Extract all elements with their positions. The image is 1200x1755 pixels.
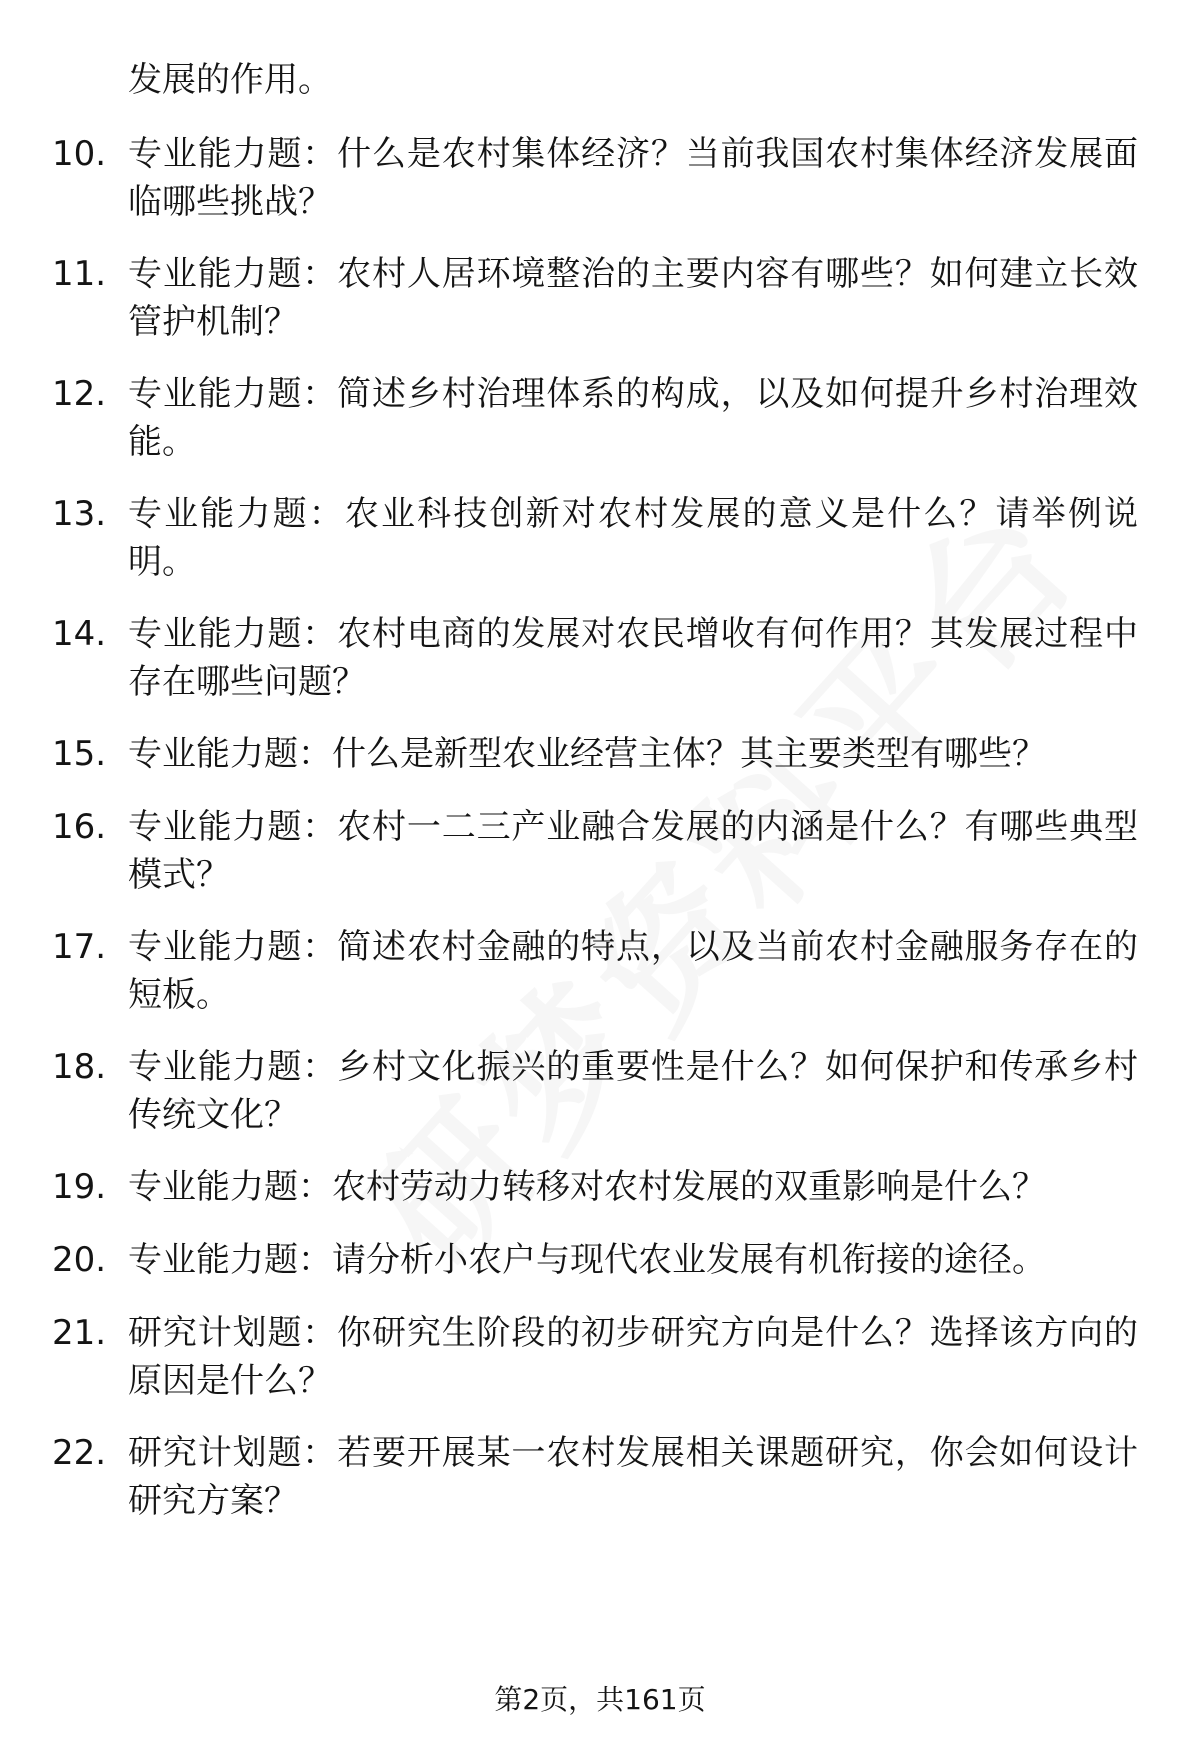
item-text: 专业能力题：请分析小农户与现代农业发展有机衔接的途径。 [128, 1240, 1046, 1280]
page-number: 第2页，共161页 [494, 1683, 706, 1716]
item-text: 专业能力题：什么是新型农业经营主体？其主要类型有哪些？ [128, 734, 1046, 774]
item-number: 11. [52, 254, 107, 294]
item-number: 21. [52, 1313, 107, 1353]
item-number: 13. [52, 494, 107, 534]
item-number: 22. [52, 1433, 107, 1473]
item-number: 10. [52, 134, 107, 174]
item-text: 专业能力题：简述乡村治理体系的构成，以及如何提升乡村治理效能。 [128, 374, 1138, 462]
item-number: 17. [52, 927, 107, 967]
item-number: 16. [52, 807, 107, 847]
item-text: 专业能力题：农村人居环境整治的主要内容有哪些？如何建立长效管护机制？ [128, 254, 1138, 342]
item-text: 专业能力题：农村劳动力转移对农村发展的双重影响是什么？ [128, 1167, 1046, 1207]
item-number: 14. [52, 614, 107, 654]
item-number: 20. [52, 1240, 107, 1280]
item-text: 专业能力题：简述农村金融的特点，以及当前农村金融服务存在的短板。 [128, 927, 1138, 1015]
item-number: 19. [52, 1167, 107, 1207]
item-text: 专业能力题：农村电商的发展对农民增收有何作用？其发展过程中存在哪些问题？ [128, 614, 1138, 702]
item-text: 专业能力题：农业科技创新对农村发展的意义是什么？请举例说明。 [128, 494, 1138, 582]
item-number: 18. [52, 1047, 107, 1087]
item-text: 研究计划题：你研究生阶段的初步研究方向是什么？选择该方向的原因是什么？ [128, 1313, 1138, 1401]
item-text: 专业能力题：什么是农村集体经济？当前我国农村集体经济发展面临哪些挑战？ [128, 134, 1138, 222]
item-number: 12. [52, 374, 107, 414]
item-text: 专业能力题：农村一二三产业融合发展的内涵是什么？有哪些典型模式？ [128, 807, 1138, 895]
item-number: 15. [52, 734, 107, 774]
item-text: 专业能力题：乡村文化振兴的重要性是什么？如何保护和传承乡村传统文化？ [128, 1047, 1138, 1135]
item-text: 发展的作用。 [128, 60, 332, 100]
item-text: 研究计划题：若要开展某一农村发展相关课题研究，你会如何设计研究方案？ [128, 1433, 1138, 1521]
